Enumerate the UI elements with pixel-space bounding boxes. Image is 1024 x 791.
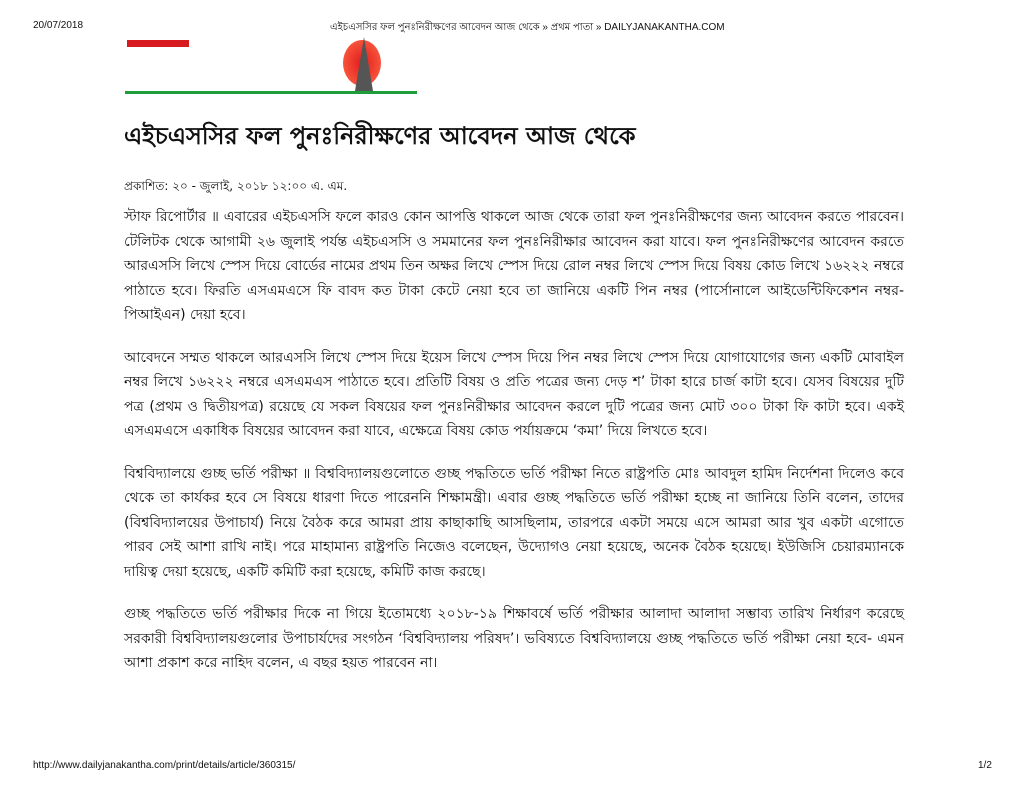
print-page-title: এইচএসসির ফল পুনঃনিরীক্ষণের আবেদন আজ থেকে » প্রথম পাতা » DAILYJANAKANTHA.COM [330, 22, 725, 33]
article-body [124, 205, 904, 694]
article-paragraph: গুচ্ছ পদ্ধতিতে ভর্তি পরীক্ষার দিকে না গিয়ে ইতোমধ্যে ২০১৮-১৯ শিক্ষাবর্ষে ভর্তি পরীক্ষার আলাদা আলাদা সম্ভাব্য তারিখ নির্ধারণ করেছে সরকারী বিশ্ববিদ্যালয়গুলোর উপাচার্যদের সংগঠন ‘বিশ্ববিদ্যালয় পরিষদ’। ভবিষ্যতে বিশ্ববিদ্যালয়ে গুচ্ছ পদ্ধতিতে ভর্তি পরীক্ষা নেয়া হবে- এমন আশা প্রকাশ করে নাহিদ বলেন, এ বছর হয়ত পারবেন না। [124, 606, 904, 671]
print-date: 20/07/2018 [33, 20, 84, 31]
article-paragraph: স্টাফ রিপোর্টার ॥ এবারের এইচএসসি ফলে কারও কোন আপত্তি থাকলে আজ থেকে তারা ফল পুনঃনিরীক্ষণের জন্য আবেদন করতে পারবেন। টেলিটক থেকে আগামী ২৬ জুলাই পর্যন্ত এইচএসসি ও সমমানের ফল পুনঃনিরীক্ষার আবেদন করা যাবে। ফল পুনঃনিরীক্ষণের আবেদন করতে আরএসসি লিখে স্পেস দিয়ে বোর্ডের নামের প্রথম তিন অক্ষর লিখে স্পেস দিয়ে রোল নম্বর লিখে স্পেস দিয়ে বিষয় কোড লিখে ১৬২২২ নম্বরে পাঠাতে হবে। ফিরতি এসএমএসে ফি বাবদ কত টাকা কেটে নেয়া হবে তা জানিয়ে একটি পিন নম্বর (পার্সোনালে আইডেন্টিফিকেশন নম্বর-পিআইএন) দেয়া হবে। [124, 209, 904, 323]
logo-green-rule [125, 91, 417, 94]
page-number: 1/2 [978, 760, 992, 771]
published-date: প্রকাশিত: ২০ - জুলাই, ২০১৮ ১২:০০ এ. এম. [124, 179, 348, 193]
logo-red-tag [127, 40, 189, 47]
logo-monument-icon [355, 37, 373, 91]
article-paragraph: বিশ্ববিদ্যালয়ে গুচ্ছ ভর্তি পরীক্ষা ॥ বিশ্ববিদ্যালয়গুলোতে গুচ্ছ পদ্ধতিতে ভর্তি পরীক্ষা নিতে রাষ্ট্রপতি মোঃ আবদুল হামিদ নির্দেশনা দিলেও কবে থেকে তা কার্যকর হবে সে বিষয়ে ধারণা দিতে পারেননি শিক্ষামন্ত্রী। এবার গুচ্ছ পদ্ধতিতে ভর্তি পরীক্ষা হচ্ছে না জানিয়ে তিনি বলেন, তাদের (বিশ্ববিদ্যালয়ের উপাচার্য) নিয়ে বৈঠক করে আমরা প্রায় কাছাকাছি আসছিলাম, তারপরে একটা সময়ে এসে আমরা আর খুব একটা এগোতে পারব সেই আশা রাখি নাই। পরে মাহামান্য রাষ্ট্রপতি নিজেও বলেছেন, উদ্যোগও নেয়া হয়েছে, অনেক বৈঠক হয়েছে। ইউজিসি চেয়ারম্যানকে দায়িত্ব দেয়া হয়েছে, একটি কমিটি করা হয়েছে, কমিটি কাজ করছে। [124, 465, 904, 580]
janakantha-logo[interactable] [125, 35, 417, 95]
article-headline: এইচএসসির ফল পুনঃনিরীক্ষণের আবেদন আজ থেকে [124, 122, 636, 150]
print-url: http://www.dailyjanakantha.com/print/details/article/360315/ [33, 760, 296, 771]
article-paragraph: আবেদনে সম্মত থাকলে আরএসসি লিখে স্পেস দিয়ে ইয়েস লিখে স্পেস দিয়ে পিন নম্বর লিখে স্পেস দিয়ে যোগাযোগের জন্য একটি মোবাইল নম্বর লিখে ১৬২২২ নম্বরে এসএমএস পাঠাতে হবে। প্রতিটি বিষয় ও প্রতি পত্রের জন্য দেড় শ’ টাকা হারে চার্জ কাটা হবে। যেসব বিষয়ের দুটি পত্র (প্রথম ও দ্বিতীয়পত্র) রয়েছে যে সকল বিষয়ের ফল পুনঃনিরীক্ষার আবেদন করলে দুটি পত্রের জন্য মোট ৩০০ টাকা ফি কাটা হবে। একই এসএমএসে একাধিক বিষয়ের আবেদন করা যাবে, এক্ষেত্রে বিষয় কোড পর্যায়ক্রমে ‘কমা’ দিয়ে লিখতে হবে। [124, 349, 904, 439]
